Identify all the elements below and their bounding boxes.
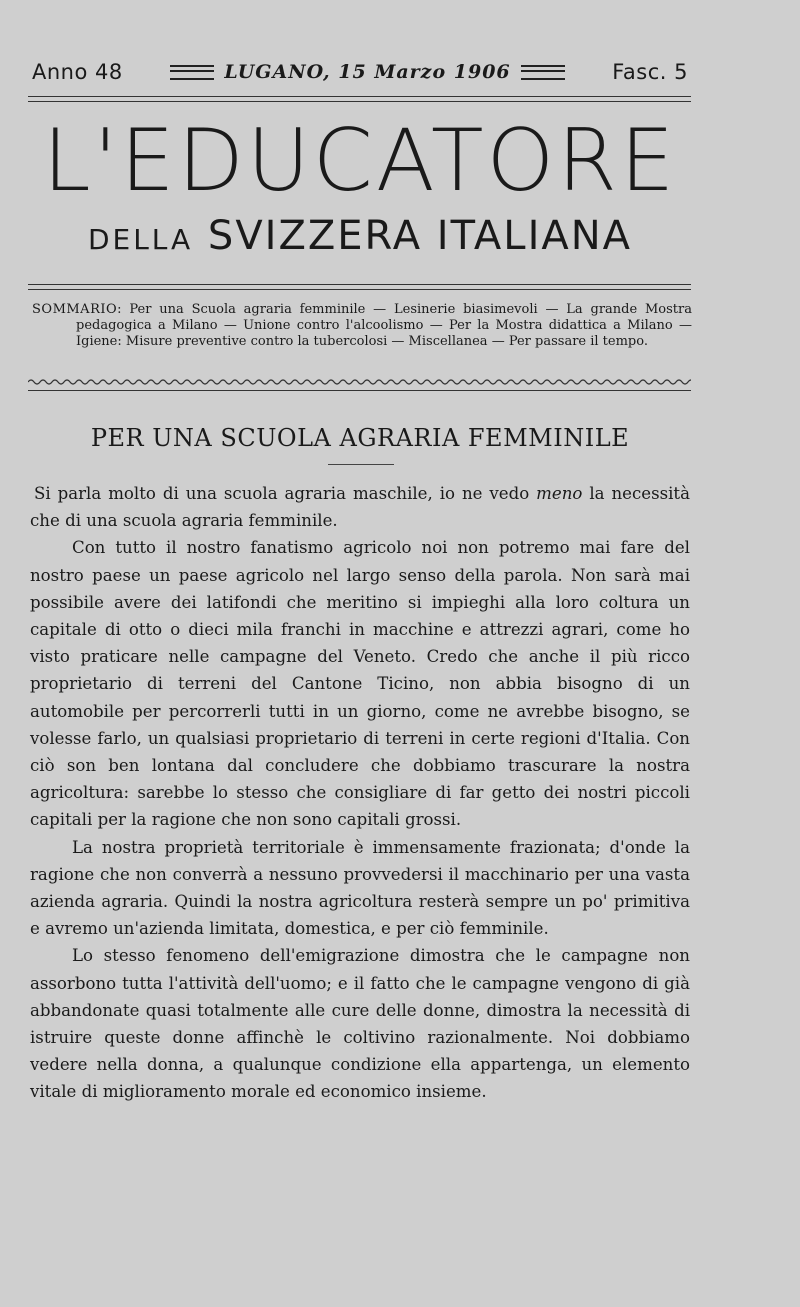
issue-year: Anno 48 (32, 60, 123, 84)
paragraph (30, 480, 690, 534)
issue-fascicolo: Fasc. 5 (612, 60, 688, 84)
paragraph-text: la necessità che di una scuola agraria femminile. (30, 484, 690, 531)
masthead (32, 55, 688, 89)
journal-title: L'EDUCATORE (42, 111, 678, 211)
sommario-text: Per una Scuola agraria femminile — Lesinerie biasimevoli — La grande Mostra pedagogica a Milano — Unione contro l'alcoolismo — Per la Mostra didattica a Milano — Igiene: Misure preventive contro la tubercolosi — Miscellanea — Per passare il tempo. (76, 302, 692, 349)
paragraph: Con tutto il nostro fanatismo agricolo noi non potremo mai fare del nostro paese un paese agricolo nel largo senso della parola. Non sarà mai possibile avere dei latifondi che meritino si impieghi alla loro coltura un capitale di otto o dieci mila franchi in macchine e attrezzi agrari, come ho visto praticare nelle campagne del Veneto. Credo che anche il più ricco proprietario di terreni del Cantone Ticino, non abbia bisogno di un automobile per percorrerli tutti in un giorno, come ne avrebbe bisogno, se volesse farlo, un qualsiasi proprietario di terreni in certe regioni d'Italia. Con ciò son ben lontana dal concludere che dobbiamo trascurare la nostra agricoltura: sarebbe lo stesso che consigliare di far getto dei nostri piccoli capitali per la ragione che non sono capitali grossi. (30, 538, 690, 830)
journal-subtitle-main: SVIZZERA ITALIANA (207, 213, 633, 259)
title-divider (28, 284, 691, 290)
sommario-divider (28, 390, 691, 391)
header-divider (28, 96, 691, 102)
emphasis-text: meno (536, 484, 583, 503)
journal-subtitle (30, 213, 690, 259)
journal-subtitle-della: DELLA (87, 223, 194, 256)
sommario-block: SOMMARIO: Per una Scuola agraria femminile — Lesinerie biasimevoli — La grande Mostra pedagogica a Milano — Unione contro l'alcoolismo — Per la Mostra didattica a Milano — Igiene: Misure preventive contro la tubercolosi — Miscellanea — Per passare il tempo. (32, 302, 692, 349)
place-date: LUGANO, 15 Marzo 1906 (224, 61, 511, 83)
ornamental-rule-icon (521, 65, 565, 80)
sommario (32, 302, 692, 350)
paragraph-text: Si parla molto di una scuola agraria maschile, io ne vedo (34, 484, 537, 503)
place-date-group (170, 61, 564, 83)
article-body (30, 480, 690, 1106)
article-title-rule (328, 464, 394, 465)
wavy-divider (28, 377, 691, 387)
paragraph: La nostra proprietà territoriale è immensamente frazionata; d'onde la ragione che non converrà a nessuno provvedersi il macchinario per una vasta azienda agraria. Quindi la nostra agricoltura resterà sempre un po' primitiva e avremo un'azienda limitata, domestica, e per ciò femminile. (30, 837, 690, 939)
sommario-label: SOMMARIO (32, 302, 118, 317)
ornamental-rule-icon (170, 65, 214, 80)
paragraph: Lo stesso fenomeno dell'emigrazione dimostra che le campagne non assorbono tutta l'attività dell'uomo; e il fatto che le campagne vengono di già abbandonate quasi totalmente alle cure delle donne, dimostra la necessità di istruire queste donne affinchè le coltivino razionalmente. Noi dobbiamo vedere nella donna, a qualunque condizione ella appartenga, un elemento vitale di miglioramento morale ed economico insieme. (30, 946, 690, 1102)
article-title: PER UNA SCUOLA AGRARIA FEMMINILE (90, 424, 630, 452)
